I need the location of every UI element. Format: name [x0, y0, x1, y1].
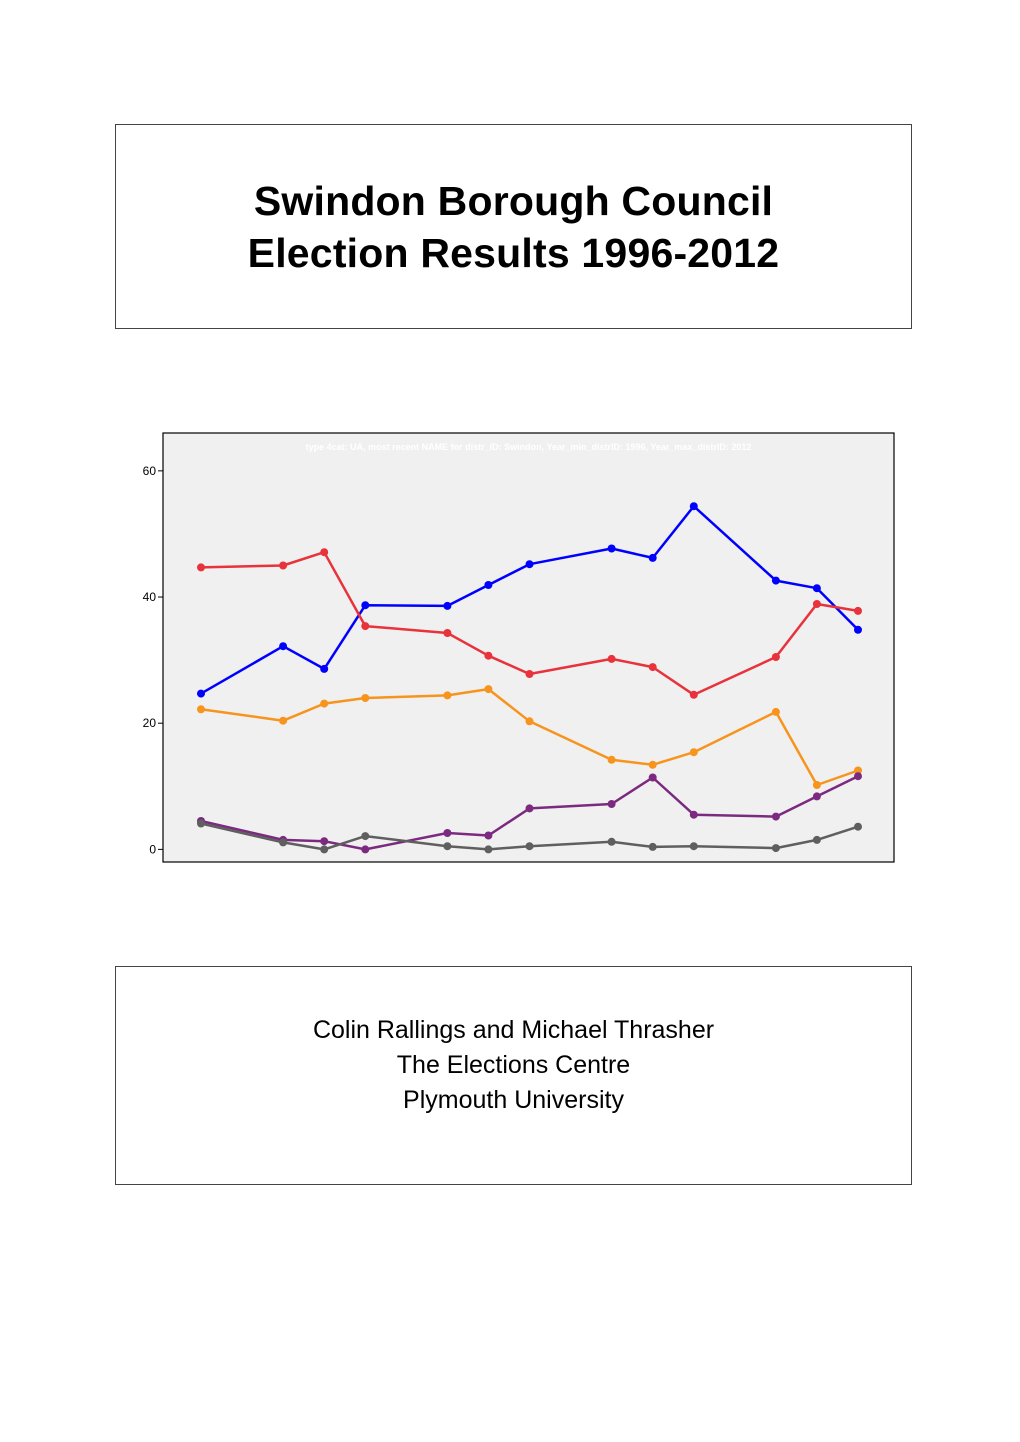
title-box — [115, 124, 912, 329]
data-point-3-2008 — [690, 811, 698, 819]
y-tick-label-60: 60 — [142, 463, 156, 478]
credit-authors: Colin Rallings and Michael Thrasher — [312, 1016, 715, 1044]
y-tick-label-0: 0 — [149, 842, 156, 857]
y-tick-label-40: 40 — [142, 590, 156, 605]
data-point-1-2006 — [608, 655, 616, 663]
data-point-4-1998 — [279, 838, 287, 846]
data-point-1-2004 — [526, 670, 534, 678]
data-point-2-2011 — [813, 781, 821, 789]
document-title-line-2: Election Results 1996-2012 — [247, 229, 780, 276]
data-point-3-2000 — [361, 845, 369, 853]
data-point-1-1999 — [320, 548, 328, 556]
data-point-3-2011 — [813, 792, 821, 800]
data-point-0-2011 — [813, 584, 821, 592]
data-point-2-2006 — [608, 756, 616, 764]
data-point-0-1998 — [279, 642, 287, 650]
chart-title: type 4cat: UA, most recent NAME for distr_ID: Swindon, Year_min_distrID: 1996, Year_max_distrID: 2012 — [305, 442, 752, 452]
data-point-0-2008 — [690, 502, 698, 510]
data-point-2-1999 — [320, 700, 328, 708]
data-point-0-2004 — [526, 560, 534, 568]
election-results-chart — [120, 430, 900, 870]
y-axis — [143, 464, 163, 857]
data-point-4-2008 — [690, 842, 698, 850]
data-point-2-2007 — [649, 761, 657, 769]
data-point-3-2012 — [854, 772, 862, 780]
data-point-4-2007 — [649, 843, 657, 851]
data-point-0-2003 — [484, 581, 492, 589]
data-point-3-2002 — [443, 829, 451, 837]
data-point-2-1996 — [197, 705, 205, 713]
data-point-3-2007 — [649, 774, 657, 782]
data-point-3-2003 — [484, 832, 492, 840]
data-point-3-1999 — [320, 837, 328, 845]
data-point-3-2004 — [526, 804, 534, 812]
data-point-0-2012 — [854, 626, 862, 634]
document-title-line-1: Swindon Borough Council — [253, 177, 774, 224]
data-point-1-2012 — [854, 607, 862, 615]
y-tick-label-20: 20 — [142, 716, 156, 731]
data-point-2-2004 — [526, 717, 534, 725]
data-point-4-2006 — [608, 838, 616, 846]
credit-university: Plymouth University — [403, 1086, 624, 1114]
data-point-4-2012 — [854, 823, 862, 831]
data-point-2-2010 — [772, 708, 780, 716]
data-point-4-2003 — [484, 845, 492, 853]
data-point-4-1996 — [197, 820, 205, 828]
data-point-3-2006 — [608, 800, 616, 808]
data-point-1-2010 — [772, 653, 780, 661]
credit-centre: The Elections Centre — [396, 1051, 631, 1079]
data-point-1-1996 — [197, 563, 205, 571]
data-point-2-2003 — [484, 685, 492, 693]
data-point-2-2008 — [690, 748, 698, 756]
data-point-0-2000 — [361, 601, 369, 609]
data-point-1-2008 — [690, 691, 698, 699]
data-point-4-2004 — [526, 842, 534, 850]
data-point-0-2006 — [608, 545, 616, 553]
data-point-0-2010 — [772, 577, 780, 585]
data-point-0-2007 — [649, 554, 657, 562]
data-point-4-1999 — [320, 845, 328, 853]
data-point-4-2000 — [361, 832, 369, 840]
data-point-0-2002 — [443, 602, 451, 610]
data-point-4-2011 — [813, 836, 821, 844]
data-point-0-1999 — [320, 665, 328, 673]
data-point-1-2000 — [361, 622, 369, 630]
data-point-3-2010 — [772, 813, 780, 821]
chart-svg — [120, 430, 900, 870]
data-point-2-2000 — [361, 694, 369, 702]
data-point-1-2007 — [649, 663, 657, 671]
data-point-1-2003 — [484, 652, 492, 660]
data-point-1-1998 — [279, 562, 287, 570]
data-point-1-2002 — [443, 629, 451, 637]
data-point-2-1998 — [279, 717, 287, 725]
data-point-0-1996 — [197, 690, 205, 698]
data-point-2-2002 — [443, 691, 451, 699]
data-point-4-2002 — [443, 842, 451, 850]
credits-box — [115, 966, 912, 1185]
data-point-4-2010 — [772, 844, 780, 852]
data-point-1-2011 — [813, 600, 821, 608]
